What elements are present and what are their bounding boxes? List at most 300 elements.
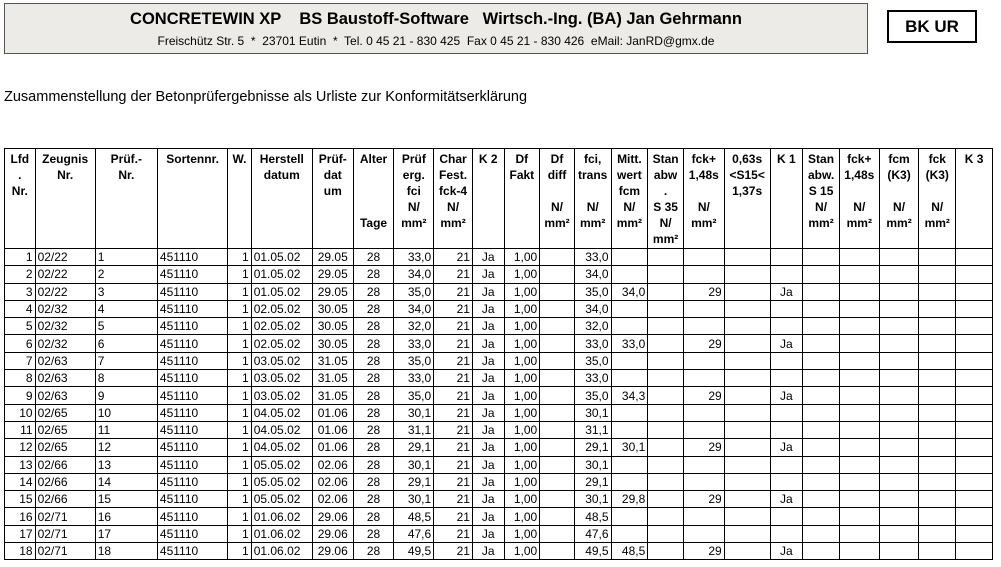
table-cell: 11 bbox=[95, 421, 157, 438]
table-cell bbox=[879, 421, 919, 438]
table-cell bbox=[879, 404, 919, 421]
table-cell bbox=[919, 439, 956, 456]
table-cell: 04.05.02 bbox=[251, 404, 312, 421]
table-cell bbox=[648, 387, 684, 404]
table-cell: 14 bbox=[95, 473, 157, 490]
table-cell: 30.05 bbox=[312, 318, 353, 335]
table-cell bbox=[648, 473, 684, 490]
table-cell: 21 bbox=[434, 543, 473, 560]
table-cell bbox=[611, 300, 648, 317]
table-cell bbox=[540, 387, 575, 404]
table-cell bbox=[919, 249, 956, 266]
column-header bbox=[540, 149, 575, 249]
table-cell: Ja bbox=[472, 508, 504, 525]
column-header-line: mm² bbox=[886, 216, 912, 230]
column-header bbox=[157, 149, 227, 249]
table-cell: 28 bbox=[353, 370, 394, 387]
table-cell: 21 bbox=[434, 508, 473, 525]
table-cell: 17 bbox=[95, 525, 157, 542]
table-cell bbox=[803, 508, 840, 525]
table-cell bbox=[919, 525, 956, 542]
column-header bbox=[228, 149, 251, 249]
column-header-line: Mitt. bbox=[617, 152, 642, 166]
column-header bbox=[472, 149, 504, 249]
table-cell bbox=[770, 421, 803, 438]
table-cell bbox=[956, 335, 993, 352]
table-cell: 451110 bbox=[157, 543, 227, 560]
column-header-line: diff bbox=[547, 168, 567, 182]
table-row bbox=[5, 421, 993, 438]
table-cell: 451110 bbox=[157, 439, 227, 456]
table-cell: 16 bbox=[5, 508, 36, 525]
table-cell bbox=[956, 300, 993, 317]
table-cell: 1 bbox=[5, 249, 36, 266]
column-header bbox=[611, 149, 648, 249]
table-cell: 21 bbox=[434, 491, 473, 508]
column-header-line: fcm bbox=[888, 152, 910, 166]
column-header bbox=[683, 149, 724, 249]
column-header bbox=[251, 149, 312, 249]
table-cell: 451110 bbox=[157, 249, 227, 266]
table-cell bbox=[839, 525, 879, 542]
table-cell: 1,00 bbox=[504, 387, 540, 404]
table-cell bbox=[839, 352, 879, 369]
table-cell bbox=[648, 318, 684, 335]
table-cell: 1,00 bbox=[504, 508, 540, 525]
column-header-line: 0,63s bbox=[732, 152, 763, 166]
column-header bbox=[803, 149, 840, 249]
table-cell: 1 bbox=[228, 370, 251, 387]
table-cell: 01.06.02 bbox=[251, 508, 312, 525]
table-row bbox=[5, 352, 993, 369]
table-cell: 8 bbox=[95, 370, 157, 387]
table-cell: 30.05 bbox=[312, 335, 353, 352]
table-cell: 1,00 bbox=[504, 421, 540, 438]
table-cell: 29,1 bbox=[394, 473, 434, 490]
table-cell bbox=[919, 318, 956, 335]
table-cell: 02.05.02 bbox=[251, 300, 312, 317]
table-cell: 33,0 bbox=[574, 249, 611, 266]
table-cell: 02/66 bbox=[35, 456, 95, 473]
column-header-line: N/ bbox=[659, 216, 672, 230]
table-cell: 1,00 bbox=[504, 404, 540, 421]
table-cell: 14 bbox=[5, 473, 36, 490]
table-cell: 12 bbox=[5, 439, 36, 456]
table-cell: 21 bbox=[434, 352, 473, 369]
column-header bbox=[95, 149, 157, 249]
table-cell: 1 bbox=[228, 404, 251, 421]
table-cell: 01.06 bbox=[312, 439, 353, 456]
table-cell: 34,0 bbox=[574, 300, 611, 317]
table-cell: 05.05.02 bbox=[251, 473, 312, 490]
table-cell bbox=[956, 421, 993, 438]
table-cell: 48,5 bbox=[574, 508, 611, 525]
table-cell bbox=[956, 508, 993, 525]
table-cell: 451110 bbox=[157, 283, 227, 300]
table-cell bbox=[879, 439, 919, 456]
table-cell bbox=[770, 508, 803, 525]
table-cell: 02/32 bbox=[35, 318, 95, 335]
table-cell: 16 bbox=[95, 508, 157, 525]
table-cell: 1,00 bbox=[504, 283, 540, 300]
table-cell bbox=[879, 335, 919, 352]
column-header bbox=[312, 149, 353, 249]
table-cell bbox=[803, 335, 840, 352]
table-cell: 5 bbox=[5, 318, 36, 335]
table-cell: 1 bbox=[228, 491, 251, 508]
table-row bbox=[5, 473, 993, 490]
table-cell: 30,1 bbox=[574, 456, 611, 473]
table-cell bbox=[839, 404, 879, 421]
table-cell bbox=[956, 525, 993, 542]
table-cell bbox=[839, 266, 879, 283]
table-cell bbox=[724, 456, 770, 473]
column-header-line: 1,48s bbox=[844, 168, 875, 182]
table-cell: 451110 bbox=[157, 370, 227, 387]
table-cell bbox=[919, 266, 956, 283]
table-cell: 29.05 bbox=[312, 249, 353, 266]
table-cell: 28 bbox=[353, 456, 394, 473]
table-cell: 1 bbox=[228, 335, 251, 352]
table-cell: 21 bbox=[434, 300, 473, 317]
table-cell: 21 bbox=[434, 370, 473, 387]
table-cell bbox=[724, 387, 770, 404]
column-header-line: Lfd bbox=[10, 152, 30, 166]
table-cell: 8 bbox=[5, 370, 36, 387]
table-cell bbox=[724, 473, 770, 490]
table-cell: 10 bbox=[5, 404, 36, 421]
table-cell bbox=[724, 318, 770, 335]
table-cell bbox=[956, 370, 993, 387]
column-header bbox=[879, 149, 919, 249]
table-cell bbox=[879, 543, 919, 560]
table-cell bbox=[540, 249, 575, 266]
column-header-line: Nr. bbox=[118, 168, 135, 182]
table-cell bbox=[724, 543, 770, 560]
table-cell bbox=[839, 473, 879, 490]
column-header-line bbox=[921, 183, 953, 199]
column-header bbox=[434, 149, 473, 249]
column-header-line: Prüf bbox=[401, 152, 426, 166]
table-cell bbox=[919, 335, 956, 352]
table-cell: 9 bbox=[95, 387, 157, 404]
table-cell bbox=[879, 283, 919, 300]
column-header-line: N/ bbox=[447, 200, 460, 214]
table-cell: 29.06 bbox=[312, 508, 353, 525]
table-cell bbox=[879, 266, 919, 283]
table-cell bbox=[683, 352, 724, 369]
table-cell bbox=[956, 404, 993, 421]
column-header-line bbox=[356, 183, 392, 199]
column-header-line: N/ bbox=[853, 200, 866, 214]
page-title: Zusammenstellung der Betonprüfergebnisse als Urliste zur Konformitätserklärung bbox=[4, 89, 528, 105]
table-cell bbox=[803, 491, 840, 508]
table-cell bbox=[770, 266, 803, 283]
column-header-line: fci bbox=[406, 184, 421, 198]
table-cell bbox=[879, 525, 919, 542]
table-cell bbox=[611, 352, 648, 369]
table-cell bbox=[724, 370, 770, 387]
column-header-line: Fest. bbox=[439, 168, 468, 182]
column-header bbox=[839, 149, 879, 249]
table-cell bbox=[611, 370, 648, 387]
table-cell bbox=[839, 387, 879, 404]
table-cell bbox=[879, 370, 919, 387]
table-cell: 31.05 bbox=[312, 387, 353, 404]
results-table bbox=[4, 148, 993, 560]
column-header-line: Stan bbox=[652, 152, 679, 166]
column-header-line: N/ bbox=[893, 200, 906, 214]
table-cell bbox=[648, 352, 684, 369]
table-cell bbox=[879, 249, 919, 266]
column-header bbox=[919, 149, 956, 249]
table-cell bbox=[919, 473, 956, 490]
table-row bbox=[5, 508, 993, 525]
table-cell bbox=[648, 249, 684, 266]
table-cell bbox=[540, 421, 575, 438]
table-cell: 48,5 bbox=[394, 508, 434, 525]
column-header-line: datum bbox=[263, 168, 300, 182]
table-cell: 28 bbox=[353, 352, 394, 369]
table-cell bbox=[956, 318, 993, 335]
table-cell: 21 bbox=[434, 387, 473, 404]
column-header bbox=[504, 149, 540, 249]
column-header-line: N/ bbox=[586, 200, 599, 214]
column-header bbox=[574, 149, 611, 249]
table-cell bbox=[803, 300, 840, 317]
table-cell: 1,00 bbox=[504, 318, 540, 335]
table-cell: 34,0 bbox=[611, 283, 648, 300]
table-cell bbox=[803, 525, 840, 542]
table-cell bbox=[648, 439, 684, 456]
table-cell: 49,5 bbox=[574, 543, 611, 560]
column-header-line: dat bbox=[323, 168, 342, 182]
table-cell: 29,1 bbox=[574, 473, 611, 490]
table-cell: 03.05.02 bbox=[251, 370, 312, 387]
table-cell bbox=[879, 387, 919, 404]
table-cell: 02/71 bbox=[35, 525, 95, 542]
column-header-line: (K3) bbox=[887, 168, 911, 182]
table-cell bbox=[724, 266, 770, 283]
table-cell: 02.05.02 bbox=[251, 335, 312, 352]
table-cell bbox=[839, 283, 879, 300]
table-cell bbox=[611, 456, 648, 473]
column-header-line: um bbox=[323, 184, 342, 198]
column-header-line bbox=[686, 183, 722, 199]
table-cell: Ja bbox=[472, 456, 504, 473]
table-cell: 28 bbox=[353, 335, 394, 352]
column-header-line: mm² bbox=[401, 216, 427, 230]
table-cell bbox=[540, 300, 575, 317]
table-cell bbox=[956, 249, 993, 266]
table-row bbox=[5, 525, 993, 542]
table-cell: 02/22 bbox=[35, 249, 95, 266]
column-header-line: mm² bbox=[846, 216, 872, 230]
table-cell bbox=[879, 456, 919, 473]
table-cell bbox=[648, 421, 684, 438]
table-cell: 02/22 bbox=[35, 283, 95, 300]
table-cell bbox=[683, 456, 724, 473]
column-header-line: <S15< bbox=[729, 168, 765, 182]
table-cell: 01.05.02 bbox=[251, 283, 312, 300]
table-cell bbox=[724, 335, 770, 352]
table-cell bbox=[956, 491, 993, 508]
table-cell bbox=[540, 283, 575, 300]
column-header-line: fcm bbox=[618, 184, 641, 198]
table-cell: Ja bbox=[472, 266, 504, 283]
table-cell: 32,0 bbox=[574, 318, 611, 335]
table-cell: 02/65 bbox=[35, 439, 95, 456]
column-header-line: Fakt bbox=[509, 168, 535, 182]
table-cell: 15 bbox=[95, 491, 157, 508]
table-body bbox=[5, 249, 993, 560]
table-cell: 451110 bbox=[157, 421, 227, 438]
column-header-line: N/ bbox=[815, 200, 828, 214]
table-cell: 35,0 bbox=[394, 283, 434, 300]
column-header-line: mm² bbox=[580, 216, 606, 230]
table-cell bbox=[724, 525, 770, 542]
table-cell bbox=[956, 283, 993, 300]
table-cell: 02/71 bbox=[35, 543, 95, 560]
table-cell: 02.06 bbox=[312, 456, 353, 473]
table-cell bbox=[956, 439, 993, 456]
column-header-line: . bbox=[18, 168, 22, 182]
table-cell: 1 bbox=[228, 387, 251, 404]
table-cell bbox=[611, 508, 648, 525]
table-cell bbox=[803, 370, 840, 387]
table-cell bbox=[839, 439, 879, 456]
column-header-line: abw. bbox=[807, 168, 835, 182]
table-cell bbox=[724, 439, 770, 456]
table-cell: 30,1 bbox=[394, 456, 434, 473]
column-header-line: N/ bbox=[931, 200, 944, 214]
table-cell: 33,0 bbox=[394, 335, 434, 352]
table-cell: 21 bbox=[434, 283, 473, 300]
column-header-line: fck-4 bbox=[439, 184, 468, 198]
table-cell bbox=[648, 283, 684, 300]
table-cell: 28 bbox=[353, 525, 394, 542]
table-cell: 35,0 bbox=[574, 387, 611, 404]
table-cell: 05.05.02 bbox=[251, 456, 312, 473]
table-cell bbox=[839, 543, 879, 560]
table-cell bbox=[956, 456, 993, 473]
table-cell bbox=[803, 473, 840, 490]
table-row bbox=[5, 543, 993, 560]
table-cell: 04.05.02 bbox=[251, 439, 312, 456]
table-cell: 47,6 bbox=[394, 525, 434, 542]
table-row bbox=[5, 283, 993, 300]
table-cell: Ja bbox=[472, 318, 504, 335]
table-cell: 49,5 bbox=[394, 543, 434, 560]
column-header-line: mm² bbox=[440, 216, 466, 230]
table-cell bbox=[956, 387, 993, 404]
table-row bbox=[5, 249, 993, 266]
table-cell: 451110 bbox=[157, 335, 227, 352]
table-cell: Ja bbox=[472, 352, 504, 369]
table-cell: 1 bbox=[228, 300, 251, 317]
table-cell bbox=[724, 249, 770, 266]
column-header-line: N/ bbox=[407, 200, 420, 214]
table-cell: 29 bbox=[683, 283, 724, 300]
table-row bbox=[5, 266, 993, 283]
table-cell bbox=[919, 456, 956, 473]
table-cell: 21 bbox=[434, 456, 473, 473]
column-header-line bbox=[882, 183, 917, 199]
column-header-line: Herstell bbox=[259, 152, 304, 166]
table-cell: 02/22 bbox=[35, 266, 95, 283]
table-cell: 01.06.02 bbox=[251, 525, 312, 542]
table-cell: 28 bbox=[353, 300, 394, 317]
table-cell bbox=[648, 543, 684, 560]
table-cell: 02/63 bbox=[35, 370, 95, 387]
table-cell bbox=[611, 318, 648, 335]
table-cell bbox=[803, 387, 840, 404]
column-header-line: abw bbox=[653, 168, 678, 182]
table-cell: 1 bbox=[228, 249, 251, 266]
column-header-line bbox=[577, 183, 609, 199]
column-header-line: W. bbox=[232, 152, 247, 166]
table-cell bbox=[611, 266, 648, 283]
column-header bbox=[770, 149, 803, 249]
table-cell bbox=[611, 249, 648, 266]
table-cell: 29 bbox=[683, 543, 724, 560]
table-cell bbox=[803, 283, 840, 300]
table-cell: 5 bbox=[95, 318, 157, 335]
table-cell bbox=[839, 318, 879, 335]
table-cell: 31,1 bbox=[574, 421, 611, 438]
table-cell: 30.05 bbox=[312, 300, 353, 317]
table-cell: 451110 bbox=[157, 300, 227, 317]
table-cell: 02/66 bbox=[35, 491, 95, 508]
column-header-line: Df bbox=[550, 152, 564, 166]
table-cell bbox=[919, 352, 956, 369]
table-cell: 02/32 bbox=[35, 335, 95, 352]
table-cell: 1 bbox=[228, 283, 251, 300]
table-cell bbox=[683, 404, 724, 421]
table-cell: 01.06.02 bbox=[251, 543, 312, 560]
table-cell bbox=[803, 421, 840, 438]
column-header-line: Zeugnis bbox=[42, 152, 89, 166]
table-cell bbox=[770, 525, 803, 542]
table-cell bbox=[803, 404, 840, 421]
table-cell: 1 bbox=[228, 318, 251, 335]
table-cell: 3 bbox=[5, 283, 36, 300]
table-cell: 30,1 bbox=[574, 404, 611, 421]
table-cell bbox=[611, 473, 648, 490]
table-cell bbox=[540, 473, 575, 490]
column-header-line: N/ bbox=[623, 200, 636, 214]
table-cell: 1,00 bbox=[504, 525, 540, 542]
column-header-line: Prüf- bbox=[318, 152, 347, 166]
table-cell: 21 bbox=[434, 335, 473, 352]
table-row bbox=[5, 300, 993, 317]
table-cell: 21 bbox=[434, 266, 473, 283]
table-cell: 7 bbox=[95, 352, 157, 369]
table-cell bbox=[683, 318, 724, 335]
table-cell: 28 bbox=[353, 543, 394, 560]
table-cell: 1,00 bbox=[504, 370, 540, 387]
table-cell bbox=[648, 370, 684, 387]
table-header-row bbox=[5, 149, 993, 249]
column-header-line: fci, bbox=[584, 152, 602, 166]
table-cell: 35,0 bbox=[394, 387, 434, 404]
table-cell bbox=[839, 335, 879, 352]
table-cell bbox=[770, 318, 803, 335]
column-header-line: fck bbox=[928, 152, 946, 166]
table-cell bbox=[803, 352, 840, 369]
column-header-line: Tage bbox=[359, 216, 388, 230]
table-cell: Ja bbox=[472, 404, 504, 421]
